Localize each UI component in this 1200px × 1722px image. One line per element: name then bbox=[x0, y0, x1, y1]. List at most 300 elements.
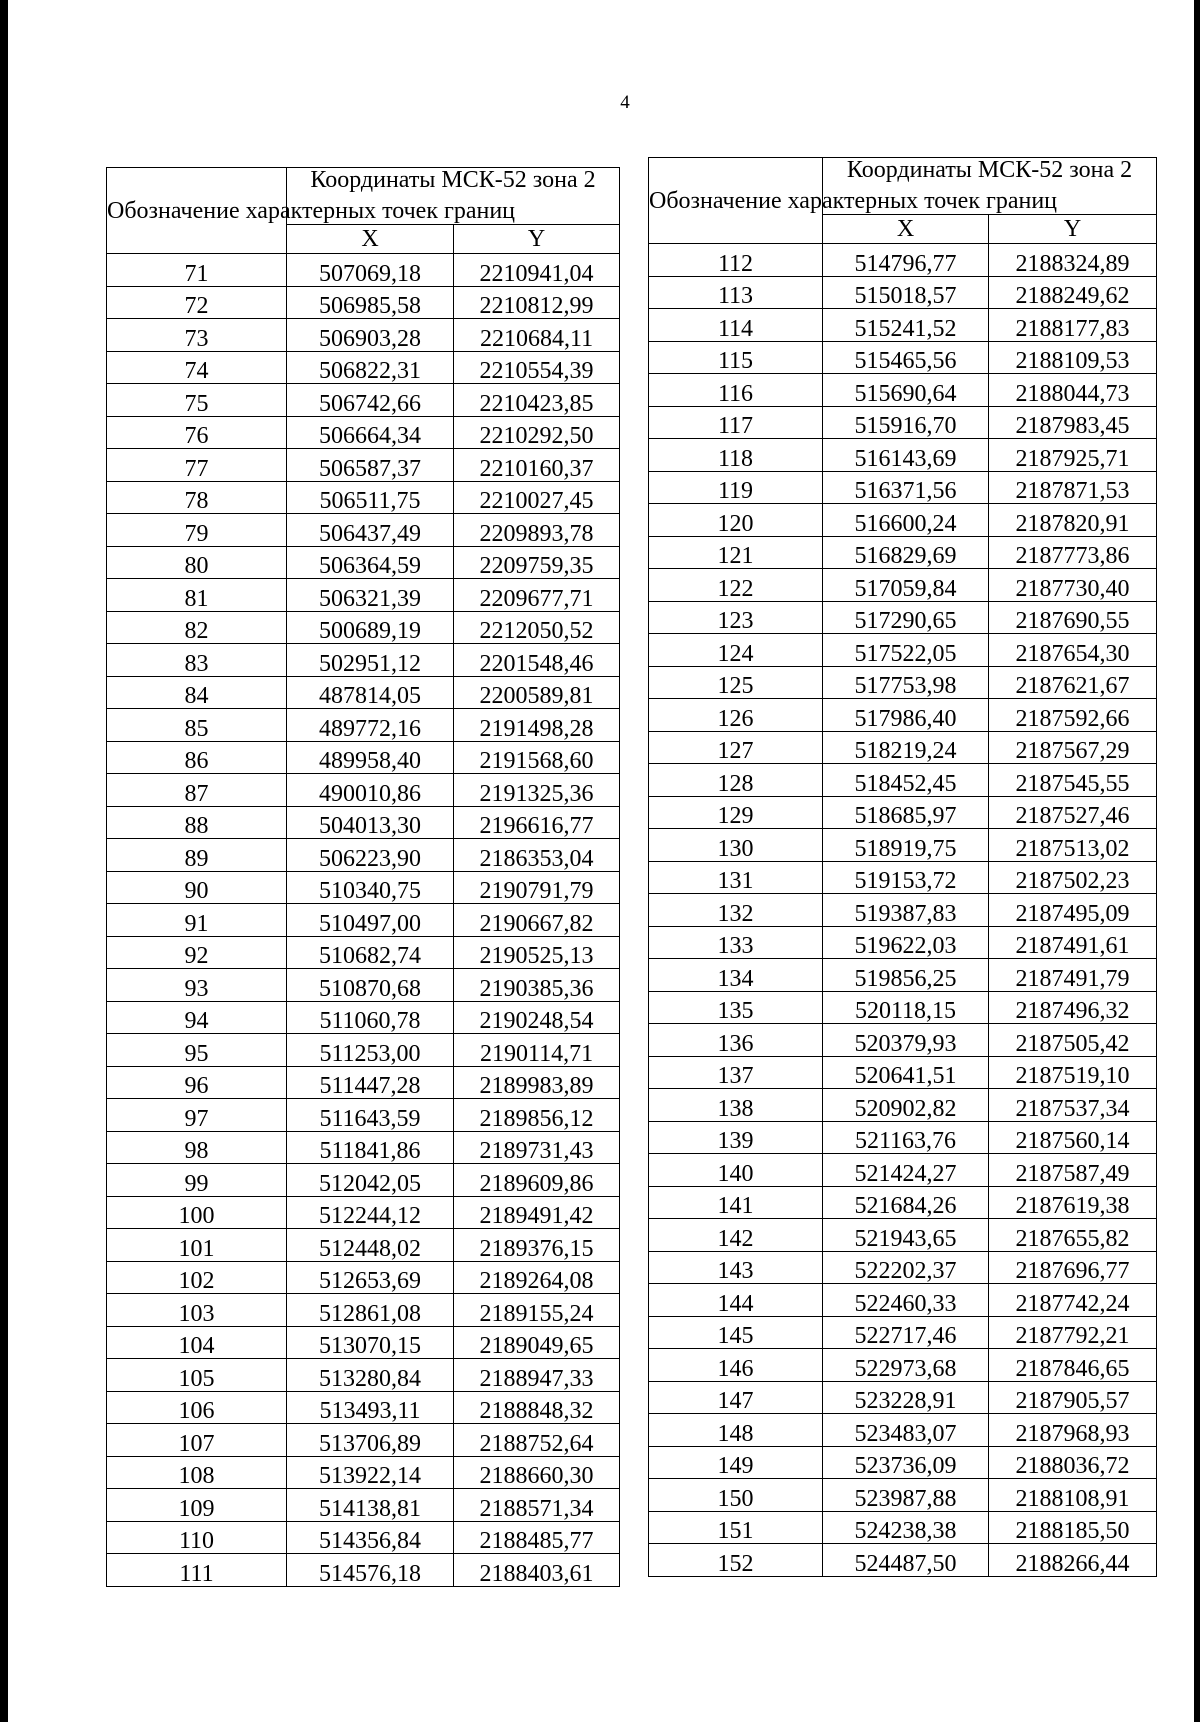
y-coordinate-cell: 2189731,43 bbox=[454, 1131, 620, 1164]
table-row bbox=[107, 904, 620, 937]
x-coordinate-cell: 516829,69 bbox=[823, 536, 989, 569]
scan-edge-left bbox=[0, 0, 8, 1722]
y-coordinate-cell: 2187592,66 bbox=[989, 699, 1157, 732]
x-coordinate-cell: 520902,82 bbox=[823, 1089, 989, 1122]
point-number-cell: 88 bbox=[107, 806, 287, 839]
table-row bbox=[649, 1414, 1157, 1447]
point-number-cell: 103 bbox=[107, 1294, 287, 1327]
point-number-cell: 118 bbox=[649, 439, 823, 472]
table-row bbox=[107, 1261, 620, 1294]
x-coordinate-cell: 515916,70 bbox=[823, 406, 989, 439]
point-number-cell: 126 bbox=[649, 699, 823, 732]
y-coordinate-cell: 2187527,46 bbox=[989, 796, 1157, 829]
point-number-cell: 93 bbox=[107, 969, 287, 1002]
table-row bbox=[649, 959, 1157, 992]
y-coordinate-cell: 2212050,52 bbox=[454, 611, 620, 644]
table-row bbox=[649, 1089, 1157, 1122]
table-row bbox=[107, 839, 620, 872]
y-coordinate-cell: 2187545,55 bbox=[989, 764, 1157, 797]
point-number-cell: 137 bbox=[649, 1056, 823, 1089]
x-coordinate-cell: 522460,33 bbox=[823, 1284, 989, 1317]
point-number-cell: 89 bbox=[107, 839, 287, 872]
point-number-cell: 100 bbox=[107, 1196, 287, 1229]
point-number-cell: 122 bbox=[649, 569, 823, 602]
y-coordinate-cell: 2210423,85 bbox=[454, 384, 620, 417]
table-row bbox=[649, 406, 1157, 439]
x-coordinate-cell: 521163,76 bbox=[823, 1121, 989, 1154]
y-coordinate-cell: 2209677,71 bbox=[454, 579, 620, 612]
y-coordinate-cell: 2188571,34 bbox=[454, 1489, 620, 1522]
point-number-cell: 111 bbox=[107, 1554, 287, 1587]
table-row bbox=[649, 926, 1157, 959]
y-coordinate-cell: 2187773,86 bbox=[989, 536, 1157, 569]
x-coordinate-cell: 520379,93 bbox=[823, 1024, 989, 1057]
point-number-cell: 116 bbox=[649, 374, 823, 407]
y-coordinate-cell: 2187925,71 bbox=[989, 439, 1157, 472]
point-number-cell: 128 bbox=[649, 764, 823, 797]
table-row bbox=[649, 1544, 1157, 1577]
table-row bbox=[649, 1121, 1157, 1154]
point-number-cell: 117 bbox=[649, 406, 823, 439]
point-number-cell: 109 bbox=[107, 1489, 287, 1522]
x-coordinate-cell: 487814,05 bbox=[287, 676, 454, 709]
x-coordinate-cell: 518685,97 bbox=[823, 796, 989, 829]
x-coordinate-cell: 520641,51 bbox=[823, 1056, 989, 1089]
points-column-header: Обозначение характерных точек границ bbox=[649, 158, 823, 244]
y-coordinate-cell: 2187846,65 bbox=[989, 1349, 1157, 1382]
table-row bbox=[649, 1349, 1157, 1382]
point-number-cell: 123 bbox=[649, 601, 823, 634]
point-number-cell: 134 bbox=[649, 959, 823, 992]
point-number-cell: 94 bbox=[107, 1001, 287, 1034]
point-number-cell: 79 bbox=[107, 514, 287, 547]
x-coordinate-cell: 513493,11 bbox=[287, 1391, 454, 1424]
table-row bbox=[107, 1554, 620, 1587]
y-coordinate-cell: 2189609,86 bbox=[454, 1164, 620, 1197]
table-row bbox=[649, 699, 1157, 732]
y-coordinate-cell: 2187491,61 bbox=[989, 926, 1157, 959]
table-row bbox=[107, 1066, 620, 1099]
x-coordinate-cell: 524487,50 bbox=[823, 1544, 989, 1577]
y-coordinate-cell: 2187619,38 bbox=[989, 1186, 1157, 1219]
x-coordinate-cell: 510870,68 bbox=[287, 969, 454, 1002]
point-number-cell: 140 bbox=[649, 1154, 823, 1187]
table-row bbox=[107, 741, 620, 774]
y-coordinate-cell: 2189856,12 bbox=[454, 1099, 620, 1132]
x-coordinate-cell: 516600,24 bbox=[823, 504, 989, 537]
point-number-cell: 150 bbox=[649, 1479, 823, 1512]
x-coordinate-cell: 517059,84 bbox=[823, 569, 989, 602]
table-row bbox=[107, 579, 620, 612]
y-coordinate-cell: 2189049,65 bbox=[454, 1326, 620, 1359]
table-row bbox=[107, 514, 620, 547]
y-coordinate-cell: 2187690,55 bbox=[989, 601, 1157, 634]
table-row bbox=[107, 644, 620, 677]
x-coordinate-cell: 506742,66 bbox=[287, 384, 454, 417]
x-coordinate-cell: 518452,45 bbox=[823, 764, 989, 797]
y-coordinate-cell: 2190385,36 bbox=[454, 969, 620, 1002]
x-coordinate-cell: 521684,26 bbox=[823, 1186, 989, 1219]
y-coordinate-cell: 2188044,73 bbox=[989, 374, 1157, 407]
table-row bbox=[107, 1099, 620, 1132]
x-column-header: X bbox=[823, 215, 989, 244]
x-coordinate-cell: 518919,75 bbox=[823, 829, 989, 862]
x-coordinate-cell: 513706,89 bbox=[287, 1424, 454, 1457]
table-row bbox=[649, 1381, 1157, 1414]
coordinates-column-header: Координаты МСК-52 зона 2 bbox=[823, 158, 1157, 215]
y-column-header: Y bbox=[454, 225, 620, 254]
table-row bbox=[107, 1131, 620, 1164]
y-coordinate-cell: 2189264,08 bbox=[454, 1261, 620, 1294]
table-row bbox=[649, 1186, 1157, 1219]
x-coordinate-cell: 512244,12 bbox=[287, 1196, 454, 1229]
table-row bbox=[107, 319, 620, 352]
point-number-cell: 138 bbox=[649, 1089, 823, 1122]
point-number-cell: 86 bbox=[107, 741, 287, 774]
table-row bbox=[649, 1219, 1157, 1252]
table-row bbox=[649, 1024, 1157, 1057]
table-row bbox=[107, 676, 620, 709]
x-coordinate-cell: 489958,40 bbox=[287, 741, 454, 774]
table-row bbox=[107, 351, 620, 384]
x-coordinate-cell: 489772,16 bbox=[287, 709, 454, 742]
point-number-cell: 141 bbox=[649, 1186, 823, 1219]
y-coordinate-cell: 2188185,50 bbox=[989, 1511, 1157, 1544]
x-coordinate-cell: 506437,49 bbox=[287, 514, 454, 547]
x-coordinate-cell: 506664,34 bbox=[287, 416, 454, 449]
table-row bbox=[649, 1316, 1157, 1349]
x-coordinate-cell: 506364,59 bbox=[287, 546, 454, 579]
y-coordinate-cell: 2187567,29 bbox=[989, 731, 1157, 764]
point-number-cell: 95 bbox=[107, 1034, 287, 1067]
point-number-cell: 119 bbox=[649, 471, 823, 504]
point-number-cell: 107 bbox=[107, 1424, 287, 1457]
x-coordinate-cell: 516143,69 bbox=[823, 439, 989, 472]
x-coordinate-cell: 511643,59 bbox=[287, 1099, 454, 1132]
y-coordinate-cell: 2189376,15 bbox=[454, 1229, 620, 1262]
point-number-cell: 136 bbox=[649, 1024, 823, 1057]
table-row bbox=[649, 1479, 1157, 1512]
y-coordinate-cell: 2187502,23 bbox=[989, 861, 1157, 894]
point-number-cell: 132 bbox=[649, 894, 823, 927]
coordinates-column-header: Координаты МСК-52 зона 2 bbox=[287, 168, 620, 225]
x-coordinate-cell: 516371,56 bbox=[823, 471, 989, 504]
x-coordinate-cell: 513922,14 bbox=[287, 1456, 454, 1489]
y-coordinate-cell: 2188249,62 bbox=[989, 276, 1157, 309]
y-coordinate-cell: 2196616,77 bbox=[454, 806, 620, 839]
y-coordinate-cell: 2190114,71 bbox=[454, 1034, 620, 1067]
x-coordinate-cell: 500689,19 bbox=[287, 611, 454, 644]
point-number-cell: 101 bbox=[107, 1229, 287, 1262]
point-number-cell: 74 bbox=[107, 351, 287, 384]
y-coordinate-cell: 2210160,37 bbox=[454, 449, 620, 482]
table-row bbox=[107, 1456, 620, 1489]
y-coordinate-cell: 2187820,91 bbox=[989, 504, 1157, 537]
y-coordinate-cell: 2187730,40 bbox=[989, 569, 1157, 602]
table-row bbox=[649, 471, 1157, 504]
point-number-cell: 106 bbox=[107, 1391, 287, 1424]
table-row bbox=[107, 871, 620, 904]
x-coordinate-cell: 515690,64 bbox=[823, 374, 989, 407]
point-number-cell: 104 bbox=[107, 1326, 287, 1359]
x-coordinate-cell: 517522,05 bbox=[823, 634, 989, 667]
point-number-cell: 76 bbox=[107, 416, 287, 449]
y-coordinate-cell: 2190667,82 bbox=[454, 904, 620, 937]
point-number-cell: 99 bbox=[107, 1164, 287, 1197]
y-coordinate-cell: 2187742,24 bbox=[989, 1284, 1157, 1317]
table-row bbox=[107, 1164, 620, 1197]
y-coordinate-cell: 2210941,04 bbox=[454, 254, 620, 287]
point-number-cell: 77 bbox=[107, 449, 287, 482]
point-number-cell: 144 bbox=[649, 1284, 823, 1317]
y-coordinate-cell: 2188403,61 bbox=[454, 1554, 620, 1587]
point-number-cell: 98 bbox=[107, 1131, 287, 1164]
x-coordinate-cell: 512861,08 bbox=[287, 1294, 454, 1327]
point-number-cell: 145 bbox=[649, 1316, 823, 1349]
x-coordinate-cell: 515018,57 bbox=[823, 276, 989, 309]
table-row bbox=[107, 416, 620, 449]
x-coordinate-cell: 511060,78 bbox=[287, 1001, 454, 1034]
y-coordinate-cell: 2189491,42 bbox=[454, 1196, 620, 1229]
x-coordinate-cell: 515465,56 bbox=[823, 341, 989, 374]
point-number-cell: 108 bbox=[107, 1456, 287, 1489]
y-coordinate-cell: 2187654,30 bbox=[989, 634, 1157, 667]
y-coordinate-cell: 2187537,34 bbox=[989, 1089, 1157, 1122]
y-column-header: Y bbox=[989, 215, 1157, 244]
x-coordinate-cell: 515241,52 bbox=[823, 309, 989, 342]
point-number-cell: 149 bbox=[649, 1446, 823, 1479]
y-coordinate-cell: 2187983,45 bbox=[989, 406, 1157, 439]
table-row bbox=[649, 829, 1157, 862]
point-number-cell: 91 bbox=[107, 904, 287, 937]
table-row bbox=[107, 611, 620, 644]
y-coordinate-cell: 2187792,21 bbox=[989, 1316, 1157, 1349]
table-row bbox=[107, 254, 620, 287]
point-number-cell: 121 bbox=[649, 536, 823, 569]
point-number-cell: 97 bbox=[107, 1099, 287, 1132]
x-coordinate-cell: 504013,30 bbox=[287, 806, 454, 839]
table-row bbox=[107, 1489, 620, 1522]
x-coordinate-cell: 521424,27 bbox=[823, 1154, 989, 1187]
x-coordinate-cell: 511841,86 bbox=[287, 1131, 454, 1164]
x-coordinate-cell: 511447,28 bbox=[287, 1066, 454, 1099]
x-coordinate-cell: 506511,75 bbox=[287, 481, 454, 514]
x-coordinate-cell: 506822,31 bbox=[287, 351, 454, 384]
y-coordinate-cell: 2187968,93 bbox=[989, 1414, 1157, 1447]
table-row bbox=[649, 276, 1157, 309]
point-number-cell: 85 bbox=[107, 709, 287, 742]
table-row bbox=[649, 991, 1157, 1024]
point-number-cell: 148 bbox=[649, 1414, 823, 1447]
table-row bbox=[107, 1424, 620, 1457]
table-row bbox=[649, 1154, 1157, 1187]
table-row bbox=[107, 1001, 620, 1034]
x-coordinate-cell: 512448,02 bbox=[287, 1229, 454, 1262]
table-row bbox=[649, 439, 1157, 472]
table-row bbox=[649, 341, 1157, 374]
x-coordinate-cell: 523736,09 bbox=[823, 1446, 989, 1479]
x-coordinate-cell: 506321,39 bbox=[287, 579, 454, 612]
x-coordinate-cell: 522717,46 bbox=[823, 1316, 989, 1349]
page-number: 4 bbox=[620, 92, 630, 113]
point-number-cell: 142 bbox=[649, 1219, 823, 1252]
y-coordinate-cell: 2188660,30 bbox=[454, 1456, 620, 1489]
point-number-cell: 130 bbox=[649, 829, 823, 862]
y-coordinate-cell: 2189983,89 bbox=[454, 1066, 620, 1099]
point-number-cell: 96 bbox=[107, 1066, 287, 1099]
table-row bbox=[649, 1446, 1157, 1479]
x-coordinate-cell: 512653,69 bbox=[287, 1261, 454, 1294]
table-row bbox=[649, 601, 1157, 634]
point-number-cell: 78 bbox=[107, 481, 287, 514]
y-coordinate-cell: 2189155,24 bbox=[454, 1294, 620, 1327]
point-number-cell: 146 bbox=[649, 1349, 823, 1382]
y-coordinate-cell: 2188109,53 bbox=[989, 341, 1157, 374]
point-number-cell: 152 bbox=[649, 1544, 823, 1577]
table-row bbox=[649, 1251, 1157, 1284]
y-coordinate-cell: 2188108,91 bbox=[989, 1479, 1157, 1512]
table-row bbox=[649, 504, 1157, 537]
x-coordinate-cell: 522973,68 bbox=[823, 1349, 989, 1382]
point-number-cell: 110 bbox=[107, 1521, 287, 1554]
y-coordinate-cell: 2188848,32 bbox=[454, 1391, 620, 1424]
x-coordinate-cell: 510682,74 bbox=[287, 936, 454, 969]
point-number-cell: 84 bbox=[107, 676, 287, 709]
x-coordinate-cell: 506223,90 bbox=[287, 839, 454, 872]
x-coordinate-cell: 523228,91 bbox=[823, 1381, 989, 1414]
table-row bbox=[649, 244, 1157, 277]
table-row bbox=[649, 796, 1157, 829]
x-coordinate-cell: 519856,25 bbox=[823, 959, 989, 992]
point-number-cell: 83 bbox=[107, 644, 287, 677]
point-number-cell: 120 bbox=[649, 504, 823, 537]
table-row bbox=[649, 861, 1157, 894]
y-coordinate-cell: 2188485,77 bbox=[454, 1521, 620, 1554]
y-coordinate-cell: 2187655,82 bbox=[989, 1219, 1157, 1252]
x-coordinate-cell: 523483,07 bbox=[823, 1414, 989, 1447]
y-coordinate-cell: 2210554,39 bbox=[454, 351, 620, 384]
x-column-header: X bbox=[287, 225, 454, 254]
x-coordinate-cell: 514138,81 bbox=[287, 1489, 454, 1522]
x-coordinate-cell: 523987,88 bbox=[823, 1479, 989, 1512]
point-number-cell: 82 bbox=[107, 611, 287, 644]
x-coordinate-cell: 490010,86 bbox=[287, 774, 454, 807]
table-row bbox=[107, 806, 620, 839]
x-coordinate-cell: 506587,37 bbox=[287, 449, 454, 482]
y-coordinate-cell: 2187496,32 bbox=[989, 991, 1157, 1024]
x-coordinate-cell: 507069,18 bbox=[287, 254, 454, 287]
point-number-cell: 80 bbox=[107, 546, 287, 579]
y-coordinate-cell: 2210684,11 bbox=[454, 319, 620, 352]
table-row bbox=[649, 1056, 1157, 1089]
y-coordinate-cell: 2187621,67 bbox=[989, 666, 1157, 699]
y-coordinate-cell: 2187505,42 bbox=[989, 1024, 1157, 1057]
point-number-cell: 73 bbox=[107, 319, 287, 352]
table-row bbox=[107, 1359, 620, 1392]
x-coordinate-cell: 506903,28 bbox=[287, 319, 454, 352]
coordinates-table-right bbox=[648, 157, 1157, 1577]
table-row bbox=[107, 1391, 620, 1424]
point-number-cell: 72 bbox=[107, 286, 287, 319]
table-row bbox=[107, 1326, 620, 1359]
point-number-cell: 133 bbox=[649, 926, 823, 959]
point-number-cell: 105 bbox=[107, 1359, 287, 1392]
x-coordinate-cell: 514796,77 bbox=[823, 244, 989, 277]
point-number-cell: 127 bbox=[649, 731, 823, 764]
y-coordinate-cell: 2190248,54 bbox=[454, 1001, 620, 1034]
table-row bbox=[649, 894, 1157, 927]
y-coordinate-cell: 2188752,64 bbox=[454, 1424, 620, 1457]
y-coordinate-cell: 2191498,28 bbox=[454, 709, 620, 742]
y-coordinate-cell: 2188036,72 bbox=[989, 1446, 1157, 1479]
x-coordinate-cell: 517290,65 bbox=[823, 601, 989, 634]
point-number-cell: 75 bbox=[107, 384, 287, 417]
scan-edge-right bbox=[1194, 0, 1200, 1722]
table-row bbox=[107, 384, 620, 417]
table-row bbox=[649, 309, 1157, 342]
point-number-cell: 131 bbox=[649, 861, 823, 894]
x-coordinate-cell: 519622,03 bbox=[823, 926, 989, 959]
point-number-cell: 124 bbox=[649, 634, 823, 667]
point-number-cell: 129 bbox=[649, 796, 823, 829]
table-row bbox=[107, 1294, 620, 1327]
table-row bbox=[107, 286, 620, 319]
y-coordinate-cell: 2210292,50 bbox=[454, 416, 620, 449]
table-row bbox=[107, 1521, 620, 1554]
y-coordinate-cell: 2187871,53 bbox=[989, 471, 1157, 504]
y-coordinate-cell: 2190791,79 bbox=[454, 871, 620, 904]
coordinates-table-left bbox=[106, 167, 620, 1587]
point-number-cell: 81 bbox=[107, 579, 287, 612]
table-row bbox=[107, 1196, 620, 1229]
table-row bbox=[649, 536, 1157, 569]
y-coordinate-cell: 2187905,57 bbox=[989, 1381, 1157, 1414]
y-coordinate-cell: 2191325,36 bbox=[454, 774, 620, 807]
point-number-cell: 87 bbox=[107, 774, 287, 807]
x-coordinate-cell: 511253,00 bbox=[287, 1034, 454, 1067]
table-row bbox=[649, 1284, 1157, 1317]
y-coordinate-cell: 2187495,09 bbox=[989, 894, 1157, 927]
x-coordinate-cell: 502951,12 bbox=[287, 644, 454, 677]
point-number-cell: 112 bbox=[649, 244, 823, 277]
y-coordinate-cell: 2188947,33 bbox=[454, 1359, 620, 1392]
x-coordinate-cell: 517753,98 bbox=[823, 666, 989, 699]
x-coordinate-cell: 510497,00 bbox=[287, 904, 454, 937]
table-row bbox=[649, 634, 1157, 667]
x-coordinate-cell: 517986,40 bbox=[823, 699, 989, 732]
y-coordinate-cell: 2200589,81 bbox=[454, 676, 620, 709]
table-row bbox=[107, 969, 620, 1002]
point-number-cell: 147 bbox=[649, 1381, 823, 1414]
table-row bbox=[649, 569, 1157, 602]
x-coordinate-cell: 512042,05 bbox=[287, 1164, 454, 1197]
x-coordinate-cell: 522202,37 bbox=[823, 1251, 989, 1284]
y-coordinate-cell: 2187696,77 bbox=[989, 1251, 1157, 1284]
y-coordinate-cell: 2186353,04 bbox=[454, 839, 620, 872]
table-row bbox=[649, 764, 1157, 797]
point-number-cell: 113 bbox=[649, 276, 823, 309]
table-row bbox=[107, 1034, 620, 1067]
y-coordinate-cell: 2187587,49 bbox=[989, 1154, 1157, 1187]
y-coordinate-cell: 2187560,14 bbox=[989, 1121, 1157, 1154]
x-coordinate-cell: 513070,15 bbox=[287, 1326, 454, 1359]
y-coordinate-cell: 2187513,02 bbox=[989, 829, 1157, 862]
y-coordinate-cell: 2210812,99 bbox=[454, 286, 620, 319]
point-number-cell: 92 bbox=[107, 936, 287, 969]
point-number-cell: 135 bbox=[649, 991, 823, 1024]
table-row bbox=[649, 374, 1157, 407]
y-coordinate-cell: 2191568,60 bbox=[454, 741, 620, 774]
